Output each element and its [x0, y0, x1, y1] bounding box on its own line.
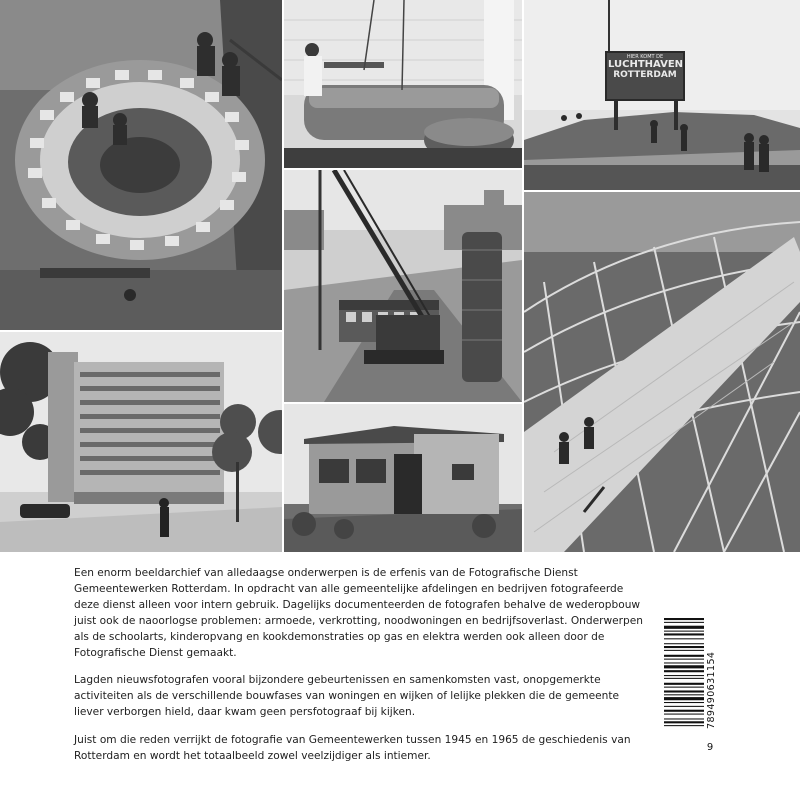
airport-sign-text	[608, 55, 682, 80]
barcode-bar	[664, 675, 704, 676]
photo-roof-framework	[524, 192, 800, 552]
barcode-bar	[664, 706, 704, 707]
sign-line-1: HIER KOMT DE	[626, 54, 664, 60]
barcode-bar	[664, 690, 704, 692]
barcode-bar	[664, 710, 704, 712]
paragraph-2: Lagden nieuwsfotografen vooral bijzondere gebeurtenissen en samenkomsten vast, onopgemerkte activiteiten als de verschillende bouwfases van woningen en wijken of lelijke plekken die de gemeente liever verborgen hield, daar kwam geen persfotograaf bij kijken.	[74, 674, 620, 719]
barcode-bar	[664, 638, 704, 639]
barcode-bar	[664, 646, 704, 648]
barcode-bar	[664, 725, 704, 726]
barcode-bar	[664, 662, 704, 663]
barcode-bar	[664, 702, 704, 703]
barcode-bar	[664, 687, 704, 688]
photo-circular-construction	[0, 0, 282, 330]
barcode-bar	[664, 718, 704, 719]
barcode-bar	[664, 714, 704, 715]
barcode-bar	[664, 665, 704, 668]
photo-apartment-block	[0, 332, 282, 552]
barcode-bar	[664, 622, 704, 623]
description-text	[74, 566, 644, 777]
photo-airport-sign	[524, 0, 800, 190]
barcode-digits: 789490631154	[706, 616, 720, 764]
barcode-bar	[664, 678, 704, 679]
barcode-bar	[664, 618, 704, 620]
barcode-bar	[664, 633, 704, 635]
barcode-bar	[664, 643, 704, 644]
paragraph-1: Een enorm beeldarchief van alledaagse onderwerpen is de erfenis van de Fotografische Dienst Gemeentewerken Rotterdam. In opdracht van alle gemeentelijke afdelingen en bedrijven fotografeerde deze dienst alleen voor intern gebruik. Dagelijks documenteerden de fotografen behalve de wederopbouw juist ook de naoorlogse problemen: armoede, verkrotting, noodwoningen en bedrijfsoverlast. Onderwerpen als de schoolarts, kinderopvang en kookdemonstraties op gas en elektra werden ook alleen door de Fotografische Dienst gemaakt.	[74, 567, 643, 659]
barcode-bar	[664, 721, 704, 723]
barcode-bar	[664, 631, 704, 632]
barcode-lead-digit: 9	[706, 742, 714, 753]
photo-crane-tram	[284, 170, 522, 402]
barcode-bar	[664, 659, 704, 660]
barcode-bar	[664, 694, 704, 695]
barcode-bar	[664, 655, 704, 657]
paragraph-3: Juist om die reden verrijkt de fotografie van Gemeentewerken tussen 1945 en 1965 de geschiedenis van Rotterdam en wordt het totaalbeeld zowel veelzijdiger als intiemer.	[74, 734, 631, 763]
sign-line-3: ROTTERDAM	[613, 69, 677, 80]
photo-cooking-demonstration	[284, 0, 522, 168]
photo-emergency-housing	[284, 404, 522, 552]
barcode-bar	[664, 626, 704, 629]
barcode-bar	[664, 650, 704, 651]
barcode-bar	[664, 670, 704, 672]
sign-line-2: LUCHTHAVEN	[608, 59, 684, 71]
barcode-bar	[664, 697, 704, 700]
barcode-bar	[664, 683, 704, 685]
